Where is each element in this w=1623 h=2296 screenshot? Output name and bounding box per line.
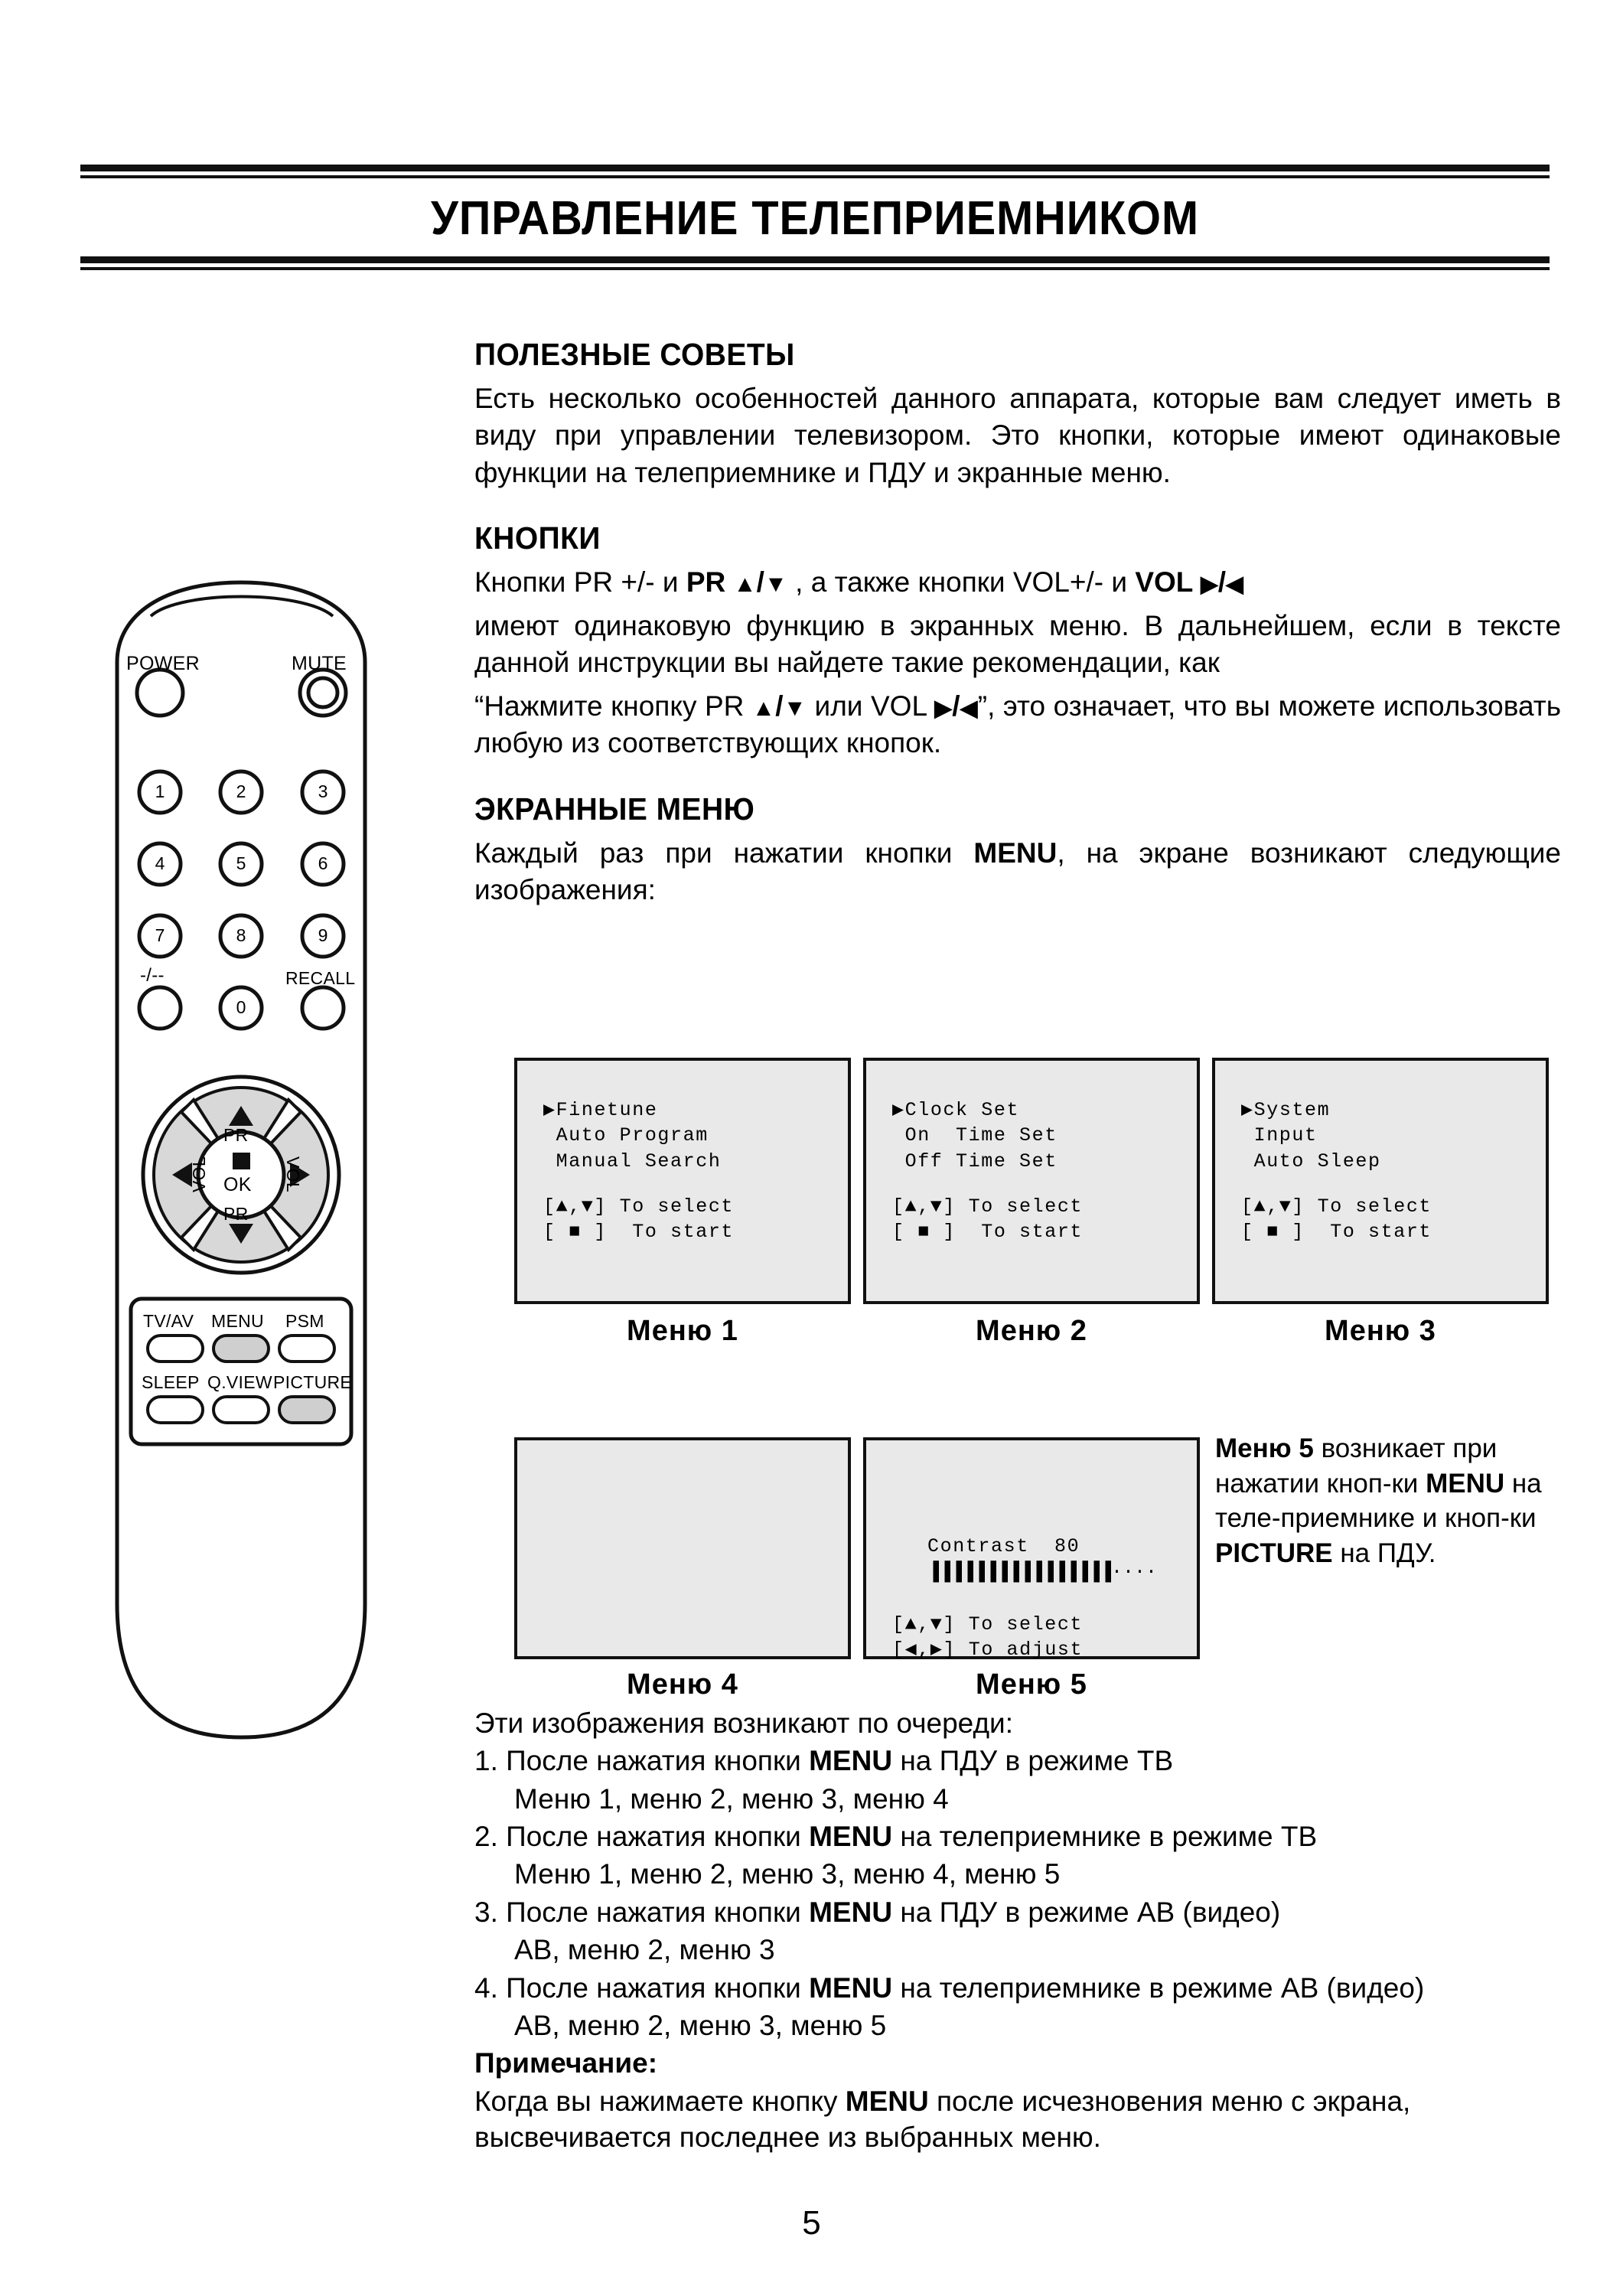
menu1-line-0: ▶Finetune — [543, 1099, 658, 1121]
psm-button[interactable] — [279, 1336, 334, 1362]
menu3-line-1: Input — [1241, 1124, 1318, 1147]
menu3-hint-1: [ ■ ] To start — [1241, 1221, 1432, 1243]
page-header — [80, 165, 1550, 270]
sequence-item-4-sub: АВ, меню 2, меню 3, меню 5 — [514, 2009, 887, 2041]
dash-label: -/-- — [140, 965, 165, 986]
seq2-pre: После нажатия кнопки — [497, 1821, 810, 1853]
qview-label: Q.VIEW — [207, 1372, 272, 1392]
menu5-note-bold1: Меню 5 — [1215, 1433, 1314, 1463]
intro-a: Каждый раз при нажатии кнопки — [474, 837, 974, 869]
header-rule-top-thick — [80, 165, 1550, 171]
remote-control-illustration — [103, 570, 379, 1795]
header-rule-bottom-thin — [80, 267, 1550, 270]
buttons-line-3: “Нажмите кнопку PR ▲/ ▼ или VOL ▶/ ◀ ”, это означает, что вы можете использовать любую из соответствующих кнопок. — [474, 688, 1561, 762]
menu-label: MENU — [211, 1311, 264, 1331]
seq4-pre: После нажатия кнопки — [497, 1971, 810, 2004]
buttons-l1-d: VOL — [1135, 566, 1201, 598]
buttons-l3-b: или VOL — [807, 690, 935, 722]
menu5-note-t1: возникает при нажатии кноп-ки — [1215, 1433, 1498, 1499]
pr-up-triangle-icon — [734, 566, 757, 598]
menu-screen-5-caption: Меню 5 — [976, 1668, 1087, 1701]
menu5-note-t2: на теле-приемнике и кноп-ки — [1215, 1468, 1542, 1533]
key-3-label: 3 — [318, 781, 328, 801]
sequence-intro: Эти изображения возникают по очереди: — [474, 1707, 1013, 1739]
menu5-note-bold3: PICTURE — [1215, 1538, 1333, 1568]
key-7-label: 7 — [155, 925, 165, 945]
page-number: 5 — [802, 2204, 821, 2242]
menu-screen-3-caption: Меню 3 — [1325, 1315, 1436, 1347]
screen-menus-intro — [474, 835, 1561, 909]
qview-button[interactable] — [213, 1397, 269, 1423]
key-6-label: 6 — [318, 853, 328, 873]
seq1-key: MENU — [809, 1745, 893, 1777]
vol-left-triangle-icon-2 — [960, 690, 977, 722]
menu2-hint-0: [▲,▼] To select — [892, 1195, 1084, 1218]
seq4-post: на телеприемнике в режиме АВ (видео) — [892, 1971, 1425, 2004]
key-1-label: 1 — [155, 781, 165, 801]
vol-right-triangle-icon — [1201, 566, 1218, 598]
menu1-hint-0: [▲,▼] To select — [543, 1195, 735, 1218]
menu3-line-2: Auto Sleep — [1241, 1150, 1381, 1172]
menu-screen-4 — [514, 1437, 851, 1659]
menu-screen-1 — [514, 1058, 851, 1304]
seq1-num: 1. — [474, 1745, 498, 1777]
pr-up-triangle-icon-2 — [752, 690, 775, 722]
sequence-item-3 — [474, 1894, 1569, 1930]
tips-heading: ПОЛЕЗНЫЕ СОВЕТЫ — [474, 337, 795, 372]
recall-label: RECALL — [285, 968, 356, 988]
tvav-label: TV/AV — [143, 1311, 194, 1331]
sleep-label: SLEEP — [142, 1372, 200, 1392]
menu2-hint-1: [ ■ ] To start — [892, 1221, 1084, 1243]
note-a: Когда вы нажимаете кнопку — [474, 2085, 846, 2117]
buttons-l1-b: PR — [686, 566, 734, 598]
menu5-note-t3: на ПДУ. — [1332, 1538, 1436, 1568]
pr-down-triangle-icon — [764, 566, 787, 598]
menu-screen-1-caption: Меню 1 — [627, 1315, 738, 1347]
seq2-key: MENU — [809, 1821, 893, 1853]
menu5-hint-0: [▲,▼] To select — [892, 1613, 1084, 1636]
menu5-hint-1: [◀,▶] To adjust — [892, 1639, 1084, 1662]
buttons-heading: КНОПКИ — [474, 520, 601, 556]
menu-screen-5 — [863, 1437, 1200, 1662]
power-label: POWER — [126, 653, 200, 674]
sequence-item-4 — [474, 1970, 1569, 2006]
mute-button-inner — [308, 678, 337, 707]
page-title: УПРАВЛЕНИЕ ТЕЛЕПРИЕМНИКОМ — [431, 192, 1199, 245]
key-recall[interactable] — [302, 987, 344, 1029]
note-b: после исчезновения меню с экрана, высвечивается последнее из выбранных меню. — [474, 2085, 1411, 2153]
seq3-num: 3. — [474, 1896, 498, 1928]
menu5-contrast-gauge: ▐▐▐▐▐▐▐▐▐▐▐▐▐▐▐▐···· — [927, 1561, 1158, 1583]
menu1-line-2: Manual Search — [543, 1150, 722, 1172]
menu2-line-1: On Time Set — [892, 1124, 1058, 1147]
seq4-key: MENU — [809, 1971, 893, 2004]
ok-square-icon — [233, 1153, 250, 1169]
menu1-hint-1: [ ■ ] To start — [543, 1221, 735, 1243]
menu-screen-3-text — [1241, 1097, 1538, 1244]
picture-label: PICTURE — [273, 1372, 353, 1392]
buttons-l1-c: , а также кнопки VOL+/- и — [787, 566, 1136, 598]
sequence-item-1-sub: Меню 1, меню 2, меню 3, меню 4 — [514, 1782, 949, 1815]
menu-screen-5-text — [927, 1534, 1189, 1585]
main-content — [474, 337, 1561, 915]
menu1-line-1: Auto Program — [543, 1124, 709, 1147]
menu2-line-2: Off Time Set — [892, 1150, 1058, 1172]
menu-screen-5-hints — [892, 1612, 1189, 1663]
key-4-label: 4 — [155, 853, 165, 873]
menu3-line-0: ▶System — [1241, 1099, 1331, 1121]
seq2-post: на телеприемнике в режиме ТВ — [892, 1821, 1318, 1853]
sequence-list — [474, 1705, 1569, 2157]
picture-button[interactable] — [279, 1397, 334, 1423]
vol-left-triangle-icon — [1226, 566, 1243, 598]
seq1-pre: После нажатия кнопки — [497, 1745, 810, 1777]
menu-screen-2-caption: Меню 2 — [976, 1315, 1087, 1347]
nav-ok-label: OK — [223, 1174, 252, 1195]
key-9-label: 9 — [318, 925, 328, 945]
tips-paragraph: Есть несколько особенностей данного аппарата, которые вам следует иметь в виду при управлении телевизором. Это кнопки, которые имеют одинаковые функции на телеприемнике и ПДУ и экранные меню. — [474, 383, 1561, 488]
menu-screen-4-caption: Меню 4 — [627, 1668, 738, 1701]
vol-right-triangle-icon-2 — [934, 690, 952, 722]
nav-vol-left-label: VOL — [188, 1156, 209, 1192]
menu-screen-3 — [1212, 1058, 1549, 1304]
key-2-label: 2 — [236, 781, 246, 801]
nav-pr-up-label: PR — [223, 1125, 249, 1145]
menu-screen-2-text — [892, 1097, 1189, 1244]
menu3-hint-0: [▲,▼] To select — [1241, 1195, 1432, 1218]
seq3-pre: После нажатия кнопки — [497, 1896, 810, 1928]
tvav-button[interactable] — [148, 1336, 203, 1362]
note-heading: Примечание: — [474, 2047, 658, 2079]
mute-label: MUTE — [292, 653, 347, 674]
pr-down-triangle-icon-2 — [783, 690, 807, 722]
key-0-label: 0 — [236, 997, 246, 1017]
nav-pr-down-label: PR — [223, 1204, 249, 1224]
menu-screen-2 — [863, 1058, 1200, 1304]
seq2-num: 2. — [474, 1821, 498, 1853]
buttons-l3-a: “Нажмите кнопку PR — [474, 690, 752, 722]
menu5-contrast-label: Contrast 80 — [927, 1535, 1080, 1557]
menu-button[interactable] — [213, 1336, 269, 1362]
buttons-l3-c: ”, это означает, что вы можете использовать любую из соответствующих кнопок. — [474, 690, 1561, 759]
psm-label: PSM — [285, 1311, 324, 1331]
header-rule-bottom-thick — [80, 256, 1550, 263]
seq3-key: MENU — [809, 1896, 893, 1928]
sequence-item-2-sub: Меню 1, меню 2, меню 3, меню 4, меню 5 — [514, 1858, 1061, 1890]
key-dash[interactable] — [139, 987, 181, 1029]
sleep-button[interactable] — [148, 1397, 203, 1423]
nav-vol-right-label: VOL — [282, 1156, 303, 1192]
menu-screen-1-text — [543, 1097, 840, 1244]
key-8-label: 8 — [236, 925, 246, 945]
note-paragraph — [474, 2083, 1569, 2156]
screen-menus-heading: ЭКРАННЫЕ МЕНЮ — [474, 791, 755, 827]
seq1-post: на ПДУ в режиме ТВ — [892, 1745, 1174, 1777]
menu5-note-bold2: MENU — [1426, 1468, 1505, 1499]
seq4-num: 4. — [474, 1971, 498, 2004]
buttons-l1-a: Кнопки PR +/- и — [474, 566, 686, 598]
intro-menu-key: MENU — [973, 837, 1058, 869]
note-key: MENU — [845, 2085, 929, 2117]
buttons-line-1: Кнопки PR +/- и PR ▲/ ▼ , а также кнопки VOL+/- и VOL ▶/ ◀ — [474, 564, 1561, 601]
menu5-note — [1215, 1431, 1552, 1570]
intro-b: , на экране возникают следующие изображения: — [474, 837, 1562, 906]
seq3-post: на ПДУ в режиме АВ (видео) — [892, 1896, 1281, 1928]
buttons-line-2: имеют одинаковую функцию в экранных меню. В дальнейшем, если в тексте данной инструкции вы найдете такие рекомендации, как — [474, 609, 1561, 679]
menu2-line-0: ▶Clock Set — [892, 1099, 1020, 1121]
key-5-label: 5 — [236, 853, 246, 873]
power-button[interactable] — [137, 670, 183, 716]
sequence-item-2 — [474, 1818, 1569, 1854]
sequence-item-3-sub: АВ, меню 2, меню 3 — [514, 1934, 775, 1966]
sequence-item-1 — [474, 1743, 1569, 1779]
